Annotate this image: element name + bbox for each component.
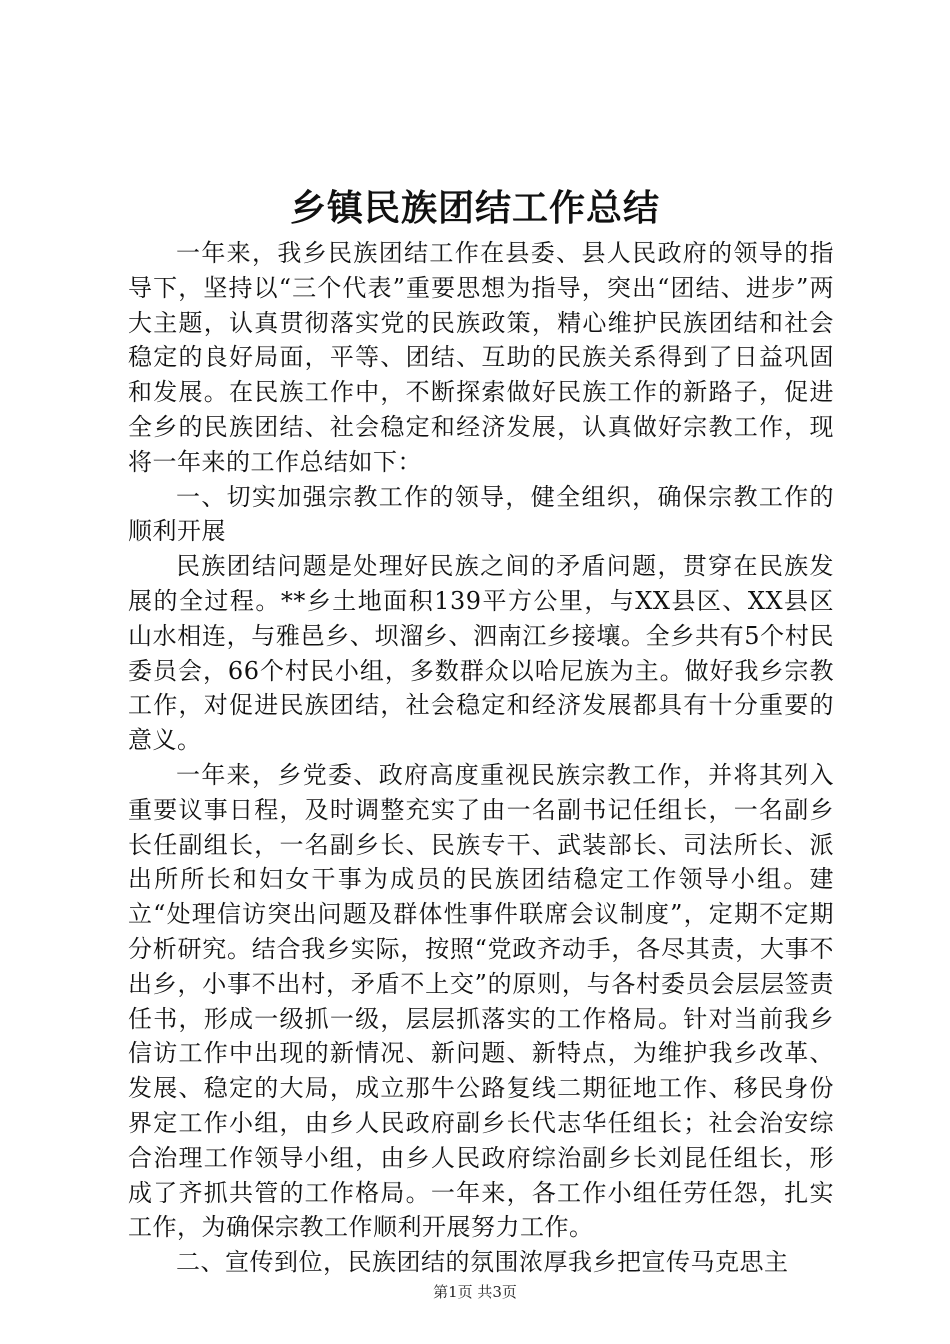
section-heading-1: 一、切实加强宗教工作的领导，健全组织，确保宗教工作的顺利开展 xyxy=(128,482,834,546)
paragraph-background: 民族团结问题是处理好民族之间的矛盾问题，贯穿在民族发展的全过程。**乡土地面积139平方公里，与XX县区、XX县区山水相连，与雅邑乡、坝溜乡、泗南江乡接壤。全乡共有5个村民委员会，66个村民小组，多数群众以哈尼族为主。做好我乡宗教工作，对促进民族团结，社会稳定和经济发展都具有十分重要的意义。 xyxy=(128,552,834,755)
paragraph-organization: 一年来，乡党委、政府高度重视民族宗教工作，并将其列入重要议事日程，及时调整充实了由一名副书记任组长，一名副乡长任副组长，一名副乡长、民族专干、武装部长、司法所长、派出所所长和妇女干事为成员的民族团结稳定工作领导小组。建立“处理信访突出问题及群体性事件联席会议制度”，定期不定期分析研究。结合我乡实际，按照“党政齐动手，各尽其责，大事不出乡，小事不出村，矛盾不上交”的原则，与各村委员会层层签责任书，形成一级抓一级，层层抓落实的工作格局。针对当前我乡信访工作中出现的新情况、新问题、新特点，为维护我乡改革、发展、稳定的大局，成立那牛公路复线二期征地工作、移民身份界定工作小组，由乡人民政府副乡长代志华任组长；社会治安综合治理工作领导小组，由乡人民政府综治副乡长刘昆任组长，形成了齐抓共管的工作格局。一年来，各工作小组任劳任怨，扎实工作，为确保宗教工作顺利开展努力工作。 xyxy=(128,760,834,1242)
document-body xyxy=(128,236,834,1280)
section-heading-2: 二、宣传到位，民族团结的氛围浓厚我乡把宣传马克思主 xyxy=(176,1248,789,1277)
document-title: 乡镇民族团结工作总结 xyxy=(289,187,660,229)
paragraph-intro: 一年来，我乡民族团结工作在县委、县人民政府的领导的指导下，坚持以“三个代表”重要思想为指导，突出“团结、进步”两大主题，认真贯彻落实党的民族政策，精心维护民族团结和社会稳定的良好局面，平等、团结、互助的民族关系得到了日益巩固和发展。在民族工作中，不断探索做好民族工作的新路子，促进全乡的民族团结、社会稳定和经济发展，认真做好宗教工作，现将一年来的工作总结如下： xyxy=(128,239,834,476)
page-number-footer: 第1页 共3页 xyxy=(433,1283,517,1301)
